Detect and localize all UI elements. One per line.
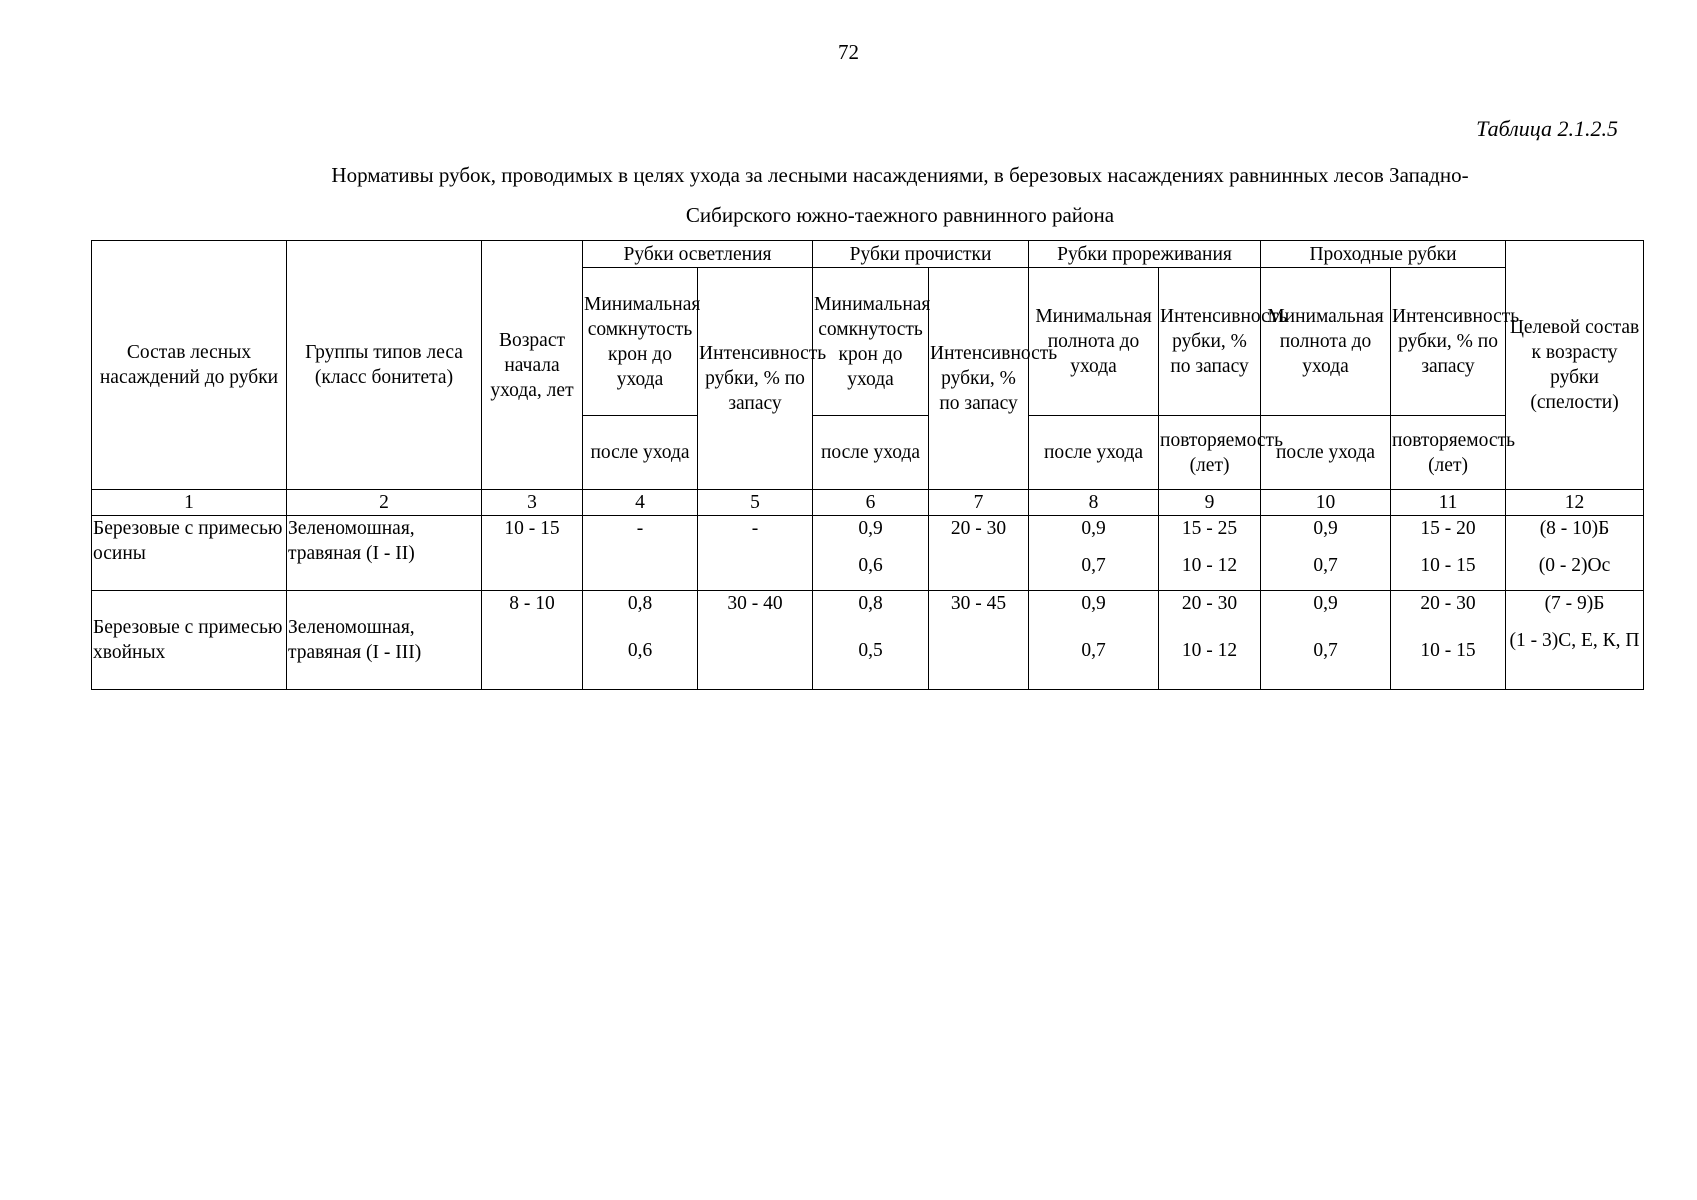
cell-osv-int: 30 - 40 bbox=[698, 591, 813, 690]
column-number: 9 bbox=[1159, 490, 1261, 516]
cell-gruppy: Зеленомошная, травяная (I - III) bbox=[287, 591, 482, 690]
cell-prorej-int bbox=[1159, 591, 1261, 690]
cell-sostav: Березовые с примесью осины bbox=[92, 516, 287, 591]
cell-value: 0,9 bbox=[1313, 593, 1338, 614]
cell-value: 10 - 12 bbox=[1181, 555, 1238, 576]
table-row bbox=[92, 516, 1644, 591]
header-gruppy: Группы типов леса (класс бонитета) bbox=[287, 241, 482, 490]
header-prorej-povtoryaemost: повторяемость (лет) bbox=[1159, 416, 1261, 490]
cell-proh-int bbox=[1391, 591, 1506, 690]
column-number: 6 bbox=[813, 490, 929, 516]
header-proh-intensivnost: Интенсивность рубки, % по запасу bbox=[1391, 268, 1506, 416]
header-proch-intensivnost: Интенсивность рубки, % по запасу bbox=[929, 268, 1029, 490]
page-number: 72 bbox=[838, 40, 859, 64]
cell-vozrast: 10 - 15 bbox=[482, 516, 583, 591]
column-number: 11 bbox=[1391, 490, 1506, 516]
column-number: 1 bbox=[92, 490, 287, 516]
header-proch-min-somknutost: Минимальная сомкнутость крон до ухода bbox=[813, 268, 929, 416]
cell-osv-min bbox=[583, 591, 698, 690]
cell-value: 0,8 bbox=[627, 593, 653, 614]
cell-vozrast: 8 - 10 bbox=[482, 591, 583, 690]
header-group-osvetlenie: Рубки осветления bbox=[583, 241, 813, 268]
cell-tselevoy bbox=[1506, 591, 1644, 690]
cell-value: 0,7 bbox=[1313, 640, 1338, 661]
cell-value: 15 - 20 bbox=[1420, 518, 1476, 539]
cell-value: - bbox=[636, 518, 644, 539]
cell-proh-min bbox=[1261, 516, 1391, 591]
header-proh-min-polnota: Минимальная полнота до ухода bbox=[1261, 268, 1391, 416]
cell-prorej-int bbox=[1159, 516, 1261, 591]
column-number: 5 bbox=[698, 490, 813, 516]
table-title-line-2: Сибирского южно-таежного равнинного района bbox=[685, 203, 1115, 227]
cell-tselevoy bbox=[1506, 516, 1644, 591]
header-group-prorejivanie: Рубки прореживания bbox=[1029, 241, 1261, 268]
header-group-prohodnye: Проходные рубки bbox=[1261, 241, 1506, 268]
cell-value: 0,9 bbox=[858, 518, 883, 539]
cell-proch-int: 30 - 45 bbox=[929, 591, 1029, 690]
cell-prorej-min bbox=[1029, 591, 1159, 690]
column-number: 10 bbox=[1261, 490, 1391, 516]
cell-value: 10 - 12 bbox=[1181, 640, 1238, 661]
header-osv-posle: после ухода bbox=[583, 416, 698, 490]
column-number-row bbox=[92, 490, 1644, 516]
table-caption: Таблица 2.1.2.5 bbox=[1476, 116, 1618, 141]
cell-value: 10 - 15 bbox=[1420, 640, 1476, 661]
cell-value: 0,7 bbox=[1313, 555, 1338, 576]
header-proch-posle: после ухода bbox=[813, 416, 929, 490]
cell-value: 0,5 bbox=[858, 640, 883, 661]
cell-value: 0,7 bbox=[1081, 640, 1106, 661]
cell-value: (0 - 2)Ос bbox=[1538, 555, 1611, 576]
header-prorej-min-polnota: Минимальная полнота до ухода bbox=[1029, 268, 1159, 416]
cell-osv-int: - bbox=[698, 516, 813, 591]
cell-value: (1 - 3)С, Е, К, П bbox=[1509, 630, 1640, 651]
header-tselevoy-sostav: Целевой состав к возрасту рубки (спелости) bbox=[1506, 241, 1644, 490]
cell-value: 20 - 30 bbox=[1181, 593, 1238, 614]
cell-value: 0,9 bbox=[1313, 518, 1338, 539]
column-number: 8 bbox=[1029, 490, 1159, 516]
header-osv-min-somknutost: Минимальная сомкнутость крон до ухода bbox=[583, 268, 698, 416]
header-prorej-intensivnost: Интенсивность рубки, % по запасу bbox=[1159, 268, 1261, 416]
header-vozrast: Возраст начала ухода, лет bbox=[482, 241, 583, 490]
column-number: 12 bbox=[1506, 490, 1644, 516]
column-number: 7 bbox=[929, 490, 1029, 516]
table-title bbox=[180, 155, 1620, 235]
cell-value: (8 - 10)Б bbox=[1539, 518, 1610, 539]
header-osv-intensivnost: Интенсивность рубки, % по запасу bbox=[698, 268, 813, 490]
cell-value: 20 - 30 bbox=[1420, 593, 1476, 614]
table-row bbox=[92, 591, 1644, 690]
cell-prorej-min bbox=[1029, 516, 1159, 591]
cell-value: 15 - 25 bbox=[1181, 518, 1238, 539]
table-title-line-1: Нормативы рубок, проводимых в целях ухода за лесными насаждениями, в березовых насаждениях равнинных лесов Западно- bbox=[331, 163, 1469, 187]
column-number: 3 bbox=[482, 490, 583, 516]
cell-value: 0,9 bbox=[1081, 518, 1106, 539]
cell-value: 0,8 bbox=[858, 593, 883, 614]
header-proh-posle: после ухода bbox=[1261, 416, 1391, 490]
cell-proch-min bbox=[813, 591, 929, 690]
cell-proh-int bbox=[1391, 516, 1506, 591]
cell-value: 0,9 bbox=[1081, 593, 1106, 614]
header-row-groups bbox=[92, 241, 1644, 268]
cell-value: (7 - 9)Б bbox=[1544, 593, 1605, 614]
cell-value: 10 - 15 bbox=[1420, 555, 1476, 576]
cell-sostav: Березовые с примесью хвойных bbox=[92, 591, 287, 690]
header-proh-povtoryaemost: повторяемость (лет) bbox=[1391, 416, 1506, 490]
cell-osv-min bbox=[583, 516, 698, 591]
header-sostav: Состав лесных насаждений до рубки bbox=[92, 241, 287, 490]
cell-proh-min bbox=[1261, 591, 1391, 690]
cell-proch-int: 20 - 30 bbox=[929, 516, 1029, 591]
cell-value: 0,7 bbox=[1081, 555, 1106, 576]
cell-value: 0,6 bbox=[627, 640, 653, 661]
cell-proch-min bbox=[813, 516, 929, 591]
column-number: 4 bbox=[583, 490, 698, 516]
column-number: 2 bbox=[287, 490, 482, 516]
norms-table bbox=[91, 240, 1644, 690]
cell-gruppy: Зеленомошная, травяная (I - II) bbox=[287, 516, 482, 591]
header-group-prochistki: Рубки прочистки bbox=[813, 241, 1029, 268]
header-prorej-posle: после ухода bbox=[1029, 416, 1159, 490]
cell-value: 0,6 bbox=[858, 555, 883, 576]
